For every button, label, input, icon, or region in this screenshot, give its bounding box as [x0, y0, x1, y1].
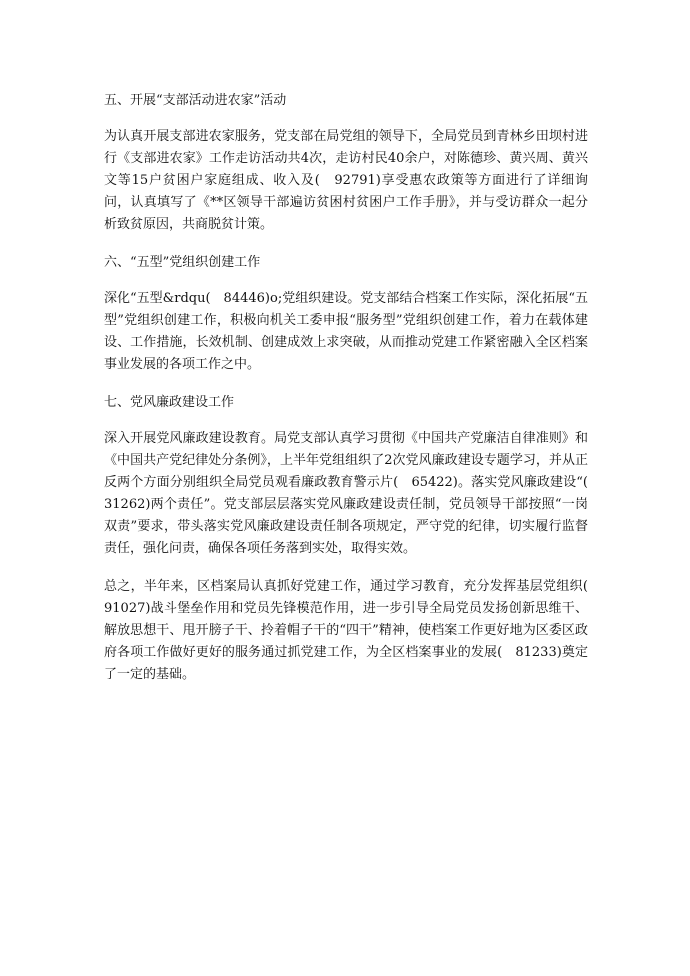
conclusion-paragraph: 总之，半年来，区档案局认真抓好党建工作，通过学习教育，充分发挥基层党组织( 91027)战斗堡垒作用和党员先锋模范作用，进一步引导全局党员发扬创新思维干、解放思想干、甩开膀子干、拎着帽子干的“四干”精神，使档案工作更好地为区委区政府各项工作做好更好的服务通过抓党建工作，为全区档案事业的发展( 81233)奠定了一定的基础。: [104, 579, 602, 682]
section-paragraph: 深入开展党风廉政建设教育。局党支部认真学习贯彻《中国共产党廉洁自律准则》和《中国共产党纪律处分条例》，上半年党组组织了2次党风廉政建设专题学习，并从正反两个方面分别组织全局党员观看廉政教育警示片( 65422)。落实党风廉政建设“( 31262)两个责任”。党支部层层落实党风廉政建设责任制，党员领导干部按照“一岗双责”要求，带头落实党风廉政建设责任制各项规定，严守党的纪律，切实履行监督责任，强化问责，确保各项任务落到实处，取得实效。: [104, 431, 602, 556]
section-heading: 七、党风廉政建设工作: [104, 395, 235, 410]
section-paragraph: 深化“五型&rdqu( 84446)o;党组织建设。党支部结合档案工作实际，深化拓展“五型”党组织创建工作，积极向机关工委申报“服务型”党组织创建工作，着力在载体建设、工作措施，长效机制、创建成效上求突破，从而推动党建工作紧密融入全区档案事业发展的各项工作之中。: [104, 291, 588, 372]
document-body: [104, 90, 602, 702]
section-heading: 六、“五型”党组织创建工作: [104, 255, 261, 270]
section-paragraph: 为认真开展支部进农家服务，党支部在局党组的领导下，全局党员到青林乡田坝村进行《支部进农家》工作走访活动共4次，走访村民40余户，对陈德珍、黄兴周、黄兴文等15户贫困户家庭组成、收入及( 92791)享受惠农政策等方面进行了详细询问，认真填写了《**区领导干部遍访贫困村贫困户工作手册》，并与受访群众一起分析致贫原因，共商脱贫计策。: [104, 129, 588, 232]
section-seven: [104, 392, 602, 560]
section-heading: 五、开展“支部活动进农家”活动: [104, 93, 287, 108]
section-five: [104, 90, 588, 236]
section-six: [104, 252, 588, 376]
